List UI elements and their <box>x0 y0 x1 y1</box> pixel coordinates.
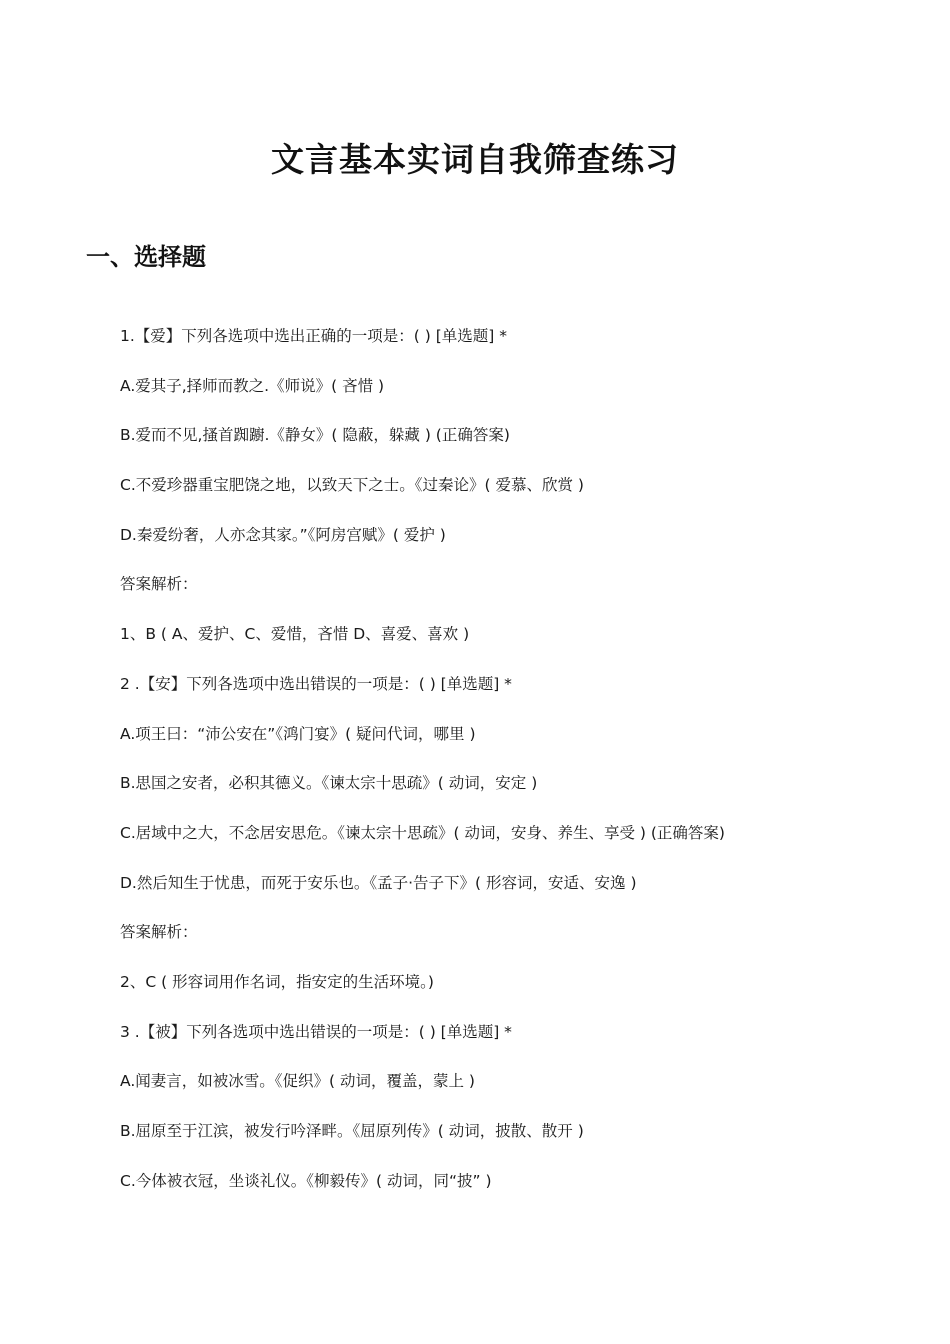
question-2-analysis-label: 答案解析： <box>120 923 198 942</box>
question-list <box>120 322 920 1216</box>
question-1-option-c: C.不爱珍器重宝肥饶之地，以致天下之士。《过秦论》( 爱慕、欣赏 ) <box>120 476 584 495</box>
question-1-option-a: A.爱其子,择师而教之.《师说》( 吝惜 ) <box>120 376 385 395</box>
question-1-option-d: D.秦爱纷奢，人亦念其家。”《阿房宫赋》( 爱护 ) <box>120 525 446 544</box>
question-3-option-a: A.闻妻言，如被冰雪。《促织》( 动词，覆盖，蒙上 ) <box>120 1072 475 1091</box>
question-2-option-c: C.居域中之大，不念居安思危。《谏太宗十思疏》( 动词，安身、养生、享受 ) (正确答案) <box>120 823 725 842</box>
question-2-option-a: A.项王曰：“沛公安在”《鸿门宴》( 疑问代词，哪里 ) <box>120 724 476 743</box>
question-1-option-b: B.爱而不见,搔首踟躕.《静女》( 隐蔽，躲藏 ) (正确答案) <box>120 426 510 445</box>
question-3-option-c: C.今体被衣冠，坐谈礼仪。《柳毅传》( 动词，同“披” ) <box>120 1171 492 1190</box>
section-heading: 一、选择题 <box>86 243 206 271</box>
question-2-option-b: B.思国之安者，必积其德义。《谏太宗十思疏》( 动词，安定 ) <box>120 774 538 793</box>
question-3-option-b: B.屈原至于江滨，被发行吟泽畔。《屈原列传》( 动词，披散、散开 ) <box>120 1122 584 1140</box>
question-1-analysis-label: 答案解析： <box>120 575 198 594</box>
question-1-stem: 1.【爱】下列各选项中选出正确的一项是：( ) [单选题] * <box>120 327 508 345</box>
page-title: 文言基本实词自我筛查练习 <box>271 140 679 179</box>
question-2-option-d: D.然后知生于忧患，而死于安乐也。《孟子·告子下》( 形容词，安适、安逸 ) <box>120 873 637 892</box>
question-1-analysis: 1、B ( A、爱护、C、爱惜，吝惜 D、喜爱、喜欢 ) <box>120 625 470 644</box>
question-2-stem: 2 .【安】下列各选项中选出错误的一项是：( ) [单选题] * <box>120 674 512 693</box>
question-3-stem: 3 .【被】下列各选项中选出错误的一项是：( ) [单选题] * <box>120 1022 512 1041</box>
question-2-analysis: 2、C ( 形容词用作名词，指安定的生活环境。) <box>120 972 434 991</box>
